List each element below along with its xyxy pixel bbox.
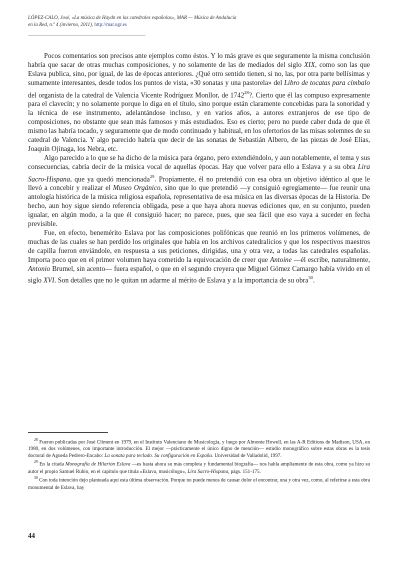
paragraph-2-note-ref: 29 <box>149 173 155 179</box>
footnote-italic: Lira Sacro-Hispana <box>187 468 229 475</box>
paragraph-3-text: . <box>312 277 315 285</box>
paragraph-1-italic: XIX <box>304 61 316 69</box>
footnote-number: 28 <box>34 438 38 442</box>
paragraph-2-text: , sino que lo que pretendió —y consiguió egregiamente— fue reunir una antología histórica de la música religiosa española, representativa de esa música en las diversas épocas de la Historia. De hecho, aun hoy sigue siendo referencia obligada, pese a que haya ahora nuevas ediciones que, en su conjunto, pueden igualar, en algún modo, a la que él consiguió hacer; no parece, pues, que sea fácil que eso vaya a suceder en fecha previsible. <box>28 184 370 228</box>
page-number: 44 <box>28 532 35 540</box>
footnote-text: Fueron publicadas por José Climent en 1979, en el Instituto Valenciano de Musicología, y luego por Almonte Howell, en las A-R Editions de Madison, USA, en 1980, en dos volúmenes, con importante introducción. El mejor —prácticamente el único digno de mención— estudio monográfico sobre estas obras es la tesis doctoral de Agueda Pedrero-Encabo: <box>28 439 370 459</box>
paragraph-3-italic: Antoine <box>270 256 292 264</box>
footnotes <box>28 437 370 491</box>
paragraph-3-text: Brumel, sin acento— fuera español, o que en el segundo creyera que Miguel Gómez Camargo había vivido en el siglo <box>28 265 370 285</box>
header-rule: _______________________________________________ <box>28 32 146 37</box>
footnote-text: En la citada <box>39 462 66 469</box>
running-header <box>28 15 368 38</box>
header-citation: LÓPEZ-CALO, José, «La música de Haydn en las catedrales españolas», MAR — Música de Andalucía <box>28 16 237 21</box>
paragraph-1-text: Pocos comentarios son precisos ante ejemplos como éstos. Y lo más grave es que seguramente la misma conclusión habría que sacar de otras muchas composiciones, y no solamente de las de mediados del siglo <box>28 53 370 69</box>
paragraph-1 <box>28 53 370 155</box>
footnote-text: Con toda intención dejo planteada aquí esta última observación. Porque no puede menos de causar dolor el encontrar, una y otra vez, como, al referirse a esta obra monumental de Eslava, hay <box>28 478 370 491</box>
paragraph-3-note-ref: 30 <box>308 275 313 281</box>
footnote-italic: La sonata para teclado. Su configuración en España <box>104 452 212 459</box>
paragraph-2-italic: Museo Orgánico <box>112 184 161 192</box>
paragraph-3-italic: XVI <box>43 277 55 285</box>
footnote-29 <box>28 459 370 475</box>
footnote-text: . Universidad de Valladolid, 1997. <box>211 452 282 459</box>
footnote-divider <box>28 432 108 433</box>
footnote-30 <box>28 475 370 491</box>
paragraph-1-italic: Libro de tocatas para címbalo <box>284 79 371 87</box>
footnote-text: , págs. 151-175. <box>228 468 261 475</box>
paragraph-1-text: , como son las que Eslava publica, sino, por igual, de las de épocas anteriores. ¿Qué otro sentido tienen, si no, las, por otra parte bellísimas y sumamente interesantes, desde todos los puntos de vista, «30 sonatas y una pastorela» del <box>28 61 371 87</box>
footnote-28 <box>28 437 370 459</box>
paragraph-2 <box>28 155 370 230</box>
paragraph-3-text: —él escribe, naturalmente, <box>291 256 370 264</box>
paragraph-2-text: . Propiamente, él no pretendió con esa obra un objetivo idéntico al que le llevó a concebir y realizar el <box>28 175 370 192</box>
paragraph-2-text: Algo parecido a lo que se ha dicho de la música para órgano, pero extendiéndolo, y aun notablemente, el tema y sus consecuencias, cabría decir de la música vocal de aquellas épocas. Hay que volver para ello a Eslava y a su obra <box>28 154 370 171</box>
journal-link[interactable]: http://mar.ugr.es <box>94 23 127 28</box>
paragraph-2-italic: Lira Sacro-Hispana <box>28 163 370 183</box>
paragraph-3-italic: Antonio <box>28 265 51 273</box>
paragraph-3-text: . Son detalles que no le quitan un adarme al mérito de Eslava y a la importancia de su obra <box>54 277 309 285</box>
footnote-italic: Monografía de Hilarión Eslava <box>65 462 131 469</box>
footnote-text: —es hasta ahora su más completa y fundamental biografía— nos habla ampliamente de esta obra, como ya hizo su autor el propio Samuel Rubio, en el capítulo que titula «Eslava, musicólogo», <box>28 462 370 475</box>
paragraph-3-text: Fue, en efecto, benemérito Eslava por las composiciones polifónicas que reunió en los primeros volúmenes, de muchas de las cuales se han perdido los originales que había en los archivos catedralicios y que los respectivos maestros de capilla fueron enviándole, en respuesta a sus peticiones, dirigidas, una y otra vez, a todas las catedrales españolas. Importa poco que en el primer volumen haya cometido la equivocación de creer que <box>28 229 370 264</box>
paragraph-1-note-ref: 28 <box>244 89 249 95</box>
paragraph-2-text: , que ya quedó mencionada <box>70 175 150 183</box>
header-issue <box>28 22 368 29</box>
paragraph-1-text: ?. Cierto que él las compuso expresamente para el clavecín; y no solamente porque lo diga en el título, sino porque están claramente concebidas para la sonoridad y la técnica de ese instrumento, adelantándose incluso, y en varios años, a autores extranjeros de ese tipo de composiciones, no obstante que sean más famosos y más estudiados. Eso es cierto; pero no puede caber duda de que él mismo las habría tocado, y seguramente que de modo continuado y habitual, en los ofertorios de las misas solemnes de su catedral de Valencia. Y algo parecido habría que decir de las sonatas de Sebastián Albero, de las piezas de José Elías, Joaquín Ojinaga, los Nebra, etc. <box>28 92 370 153</box>
header-issue-text: en la Red, n.º 4 (invierno, 2011), <box>28 23 95 28</box>
paragraph-1-text: del organista de la catedral de Valencia Vicente Rodríguez Monllor, de 1742 <box>28 92 245 100</box>
body-text <box>28 53 370 287</box>
paragraph-3 <box>28 230 370 287</box>
footnote-number: 30 <box>34 476 38 481</box>
footnote-number: 29 <box>34 460 38 465</box>
